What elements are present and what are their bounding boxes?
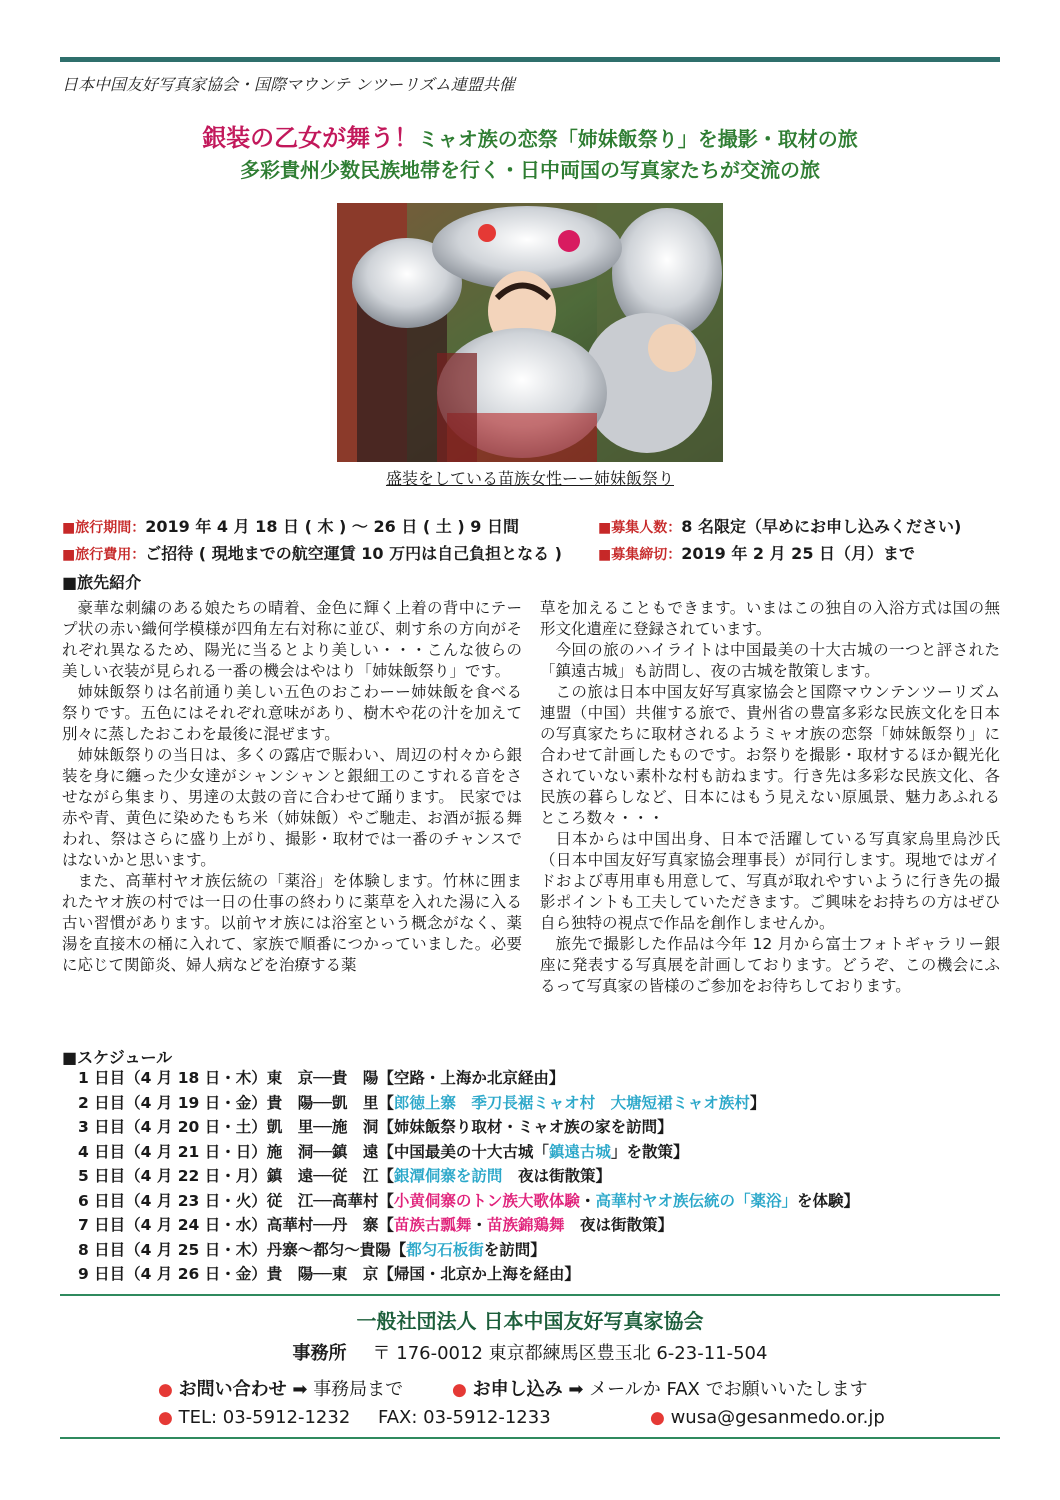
schedule-note-tail: 】 xyxy=(657,1118,673,1136)
schedule-note: 【姉妹飯祭り取材・ミャオ族の家を訪問 xyxy=(378,1118,658,1136)
schedule-day: 3 日目（4 月 20 日・土） xyxy=(78,1118,267,1136)
schedule-row xyxy=(78,1140,859,1165)
schedule-note-tail: 】 xyxy=(548,1069,565,1087)
inquiry-label: お問い合わせ xyxy=(178,1379,287,1400)
intro-paragraph: また、高華村ヤオ族伝統の「薬浴」を体験します。竹林に囲まれたヤオ族の村では一日の仕事の終わりに薬草を入れた湯に入る古い習慣があります。以前ヤオ族には浴室という概念がなく、薬湯を直接木の桶に入れて、家族で順番につかっていました。必要に応じて関節炎、婦人病などを治療する薬 xyxy=(62,872,522,974)
schedule-highlight: 鎮遠古城 xyxy=(548,1142,611,1161)
deadline-value: 2019 年 2 月 25 日（月）まで xyxy=(681,544,916,563)
schedule-route: 鎮 遠──従 江 xyxy=(266,1167,379,1185)
schedule-route: 貴 陽──東 京 xyxy=(266,1265,379,1283)
schedule-highlight: 苗族錦鶏舞 xyxy=(486,1216,565,1234)
travel-period xyxy=(62,514,519,537)
schedule-note: 【 xyxy=(378,1216,394,1234)
schedule-route: 貴 陽──凱 里 xyxy=(266,1093,379,1112)
schedule-row xyxy=(78,1115,859,1140)
cost-label: ■旅行費用： xyxy=(62,547,146,563)
schedule-route: 施 洞──鎮 遠 xyxy=(266,1142,379,1161)
schedule-row xyxy=(78,1091,859,1116)
capacity xyxy=(598,514,961,537)
schedule-note: 【帰国・北京か上海を経由 xyxy=(378,1265,565,1283)
inquiry-text: 事務局まで xyxy=(313,1379,404,1400)
title-main: 銀装の乙女が舞う！ xyxy=(202,123,419,152)
schedule-note-tail: を体験】 xyxy=(796,1191,859,1210)
schedule-route: 凱 里──施 洞 xyxy=(266,1118,379,1136)
schedule-route: 東 京──貴 陽 xyxy=(266,1069,379,1087)
schedule-note-mid: ・ xyxy=(471,1216,487,1234)
schedule-row xyxy=(78,1262,859,1287)
schedule-note: 【 xyxy=(378,1191,394,1210)
schedule-note-tail: 夜は街散策】 xyxy=(564,1216,673,1234)
apply-label: お申し込み xyxy=(472,1379,563,1400)
schedule-note: 【 xyxy=(390,1240,407,1259)
cost-value: ご招待 ( 現地までの航空運賃 10 万円は自己負担となる ) xyxy=(145,544,562,563)
organizers-line: 日本中国友好写真家協会・国際マウンテ ンツーリズム連盟共催 xyxy=(62,75,515,94)
schedule-highlight: 銀潭侗寨を訪問 xyxy=(393,1167,503,1185)
schedule-highlight: 郎徳上寨 季刀長裾ミャオ村 大塘短裙ミャオ族村 xyxy=(393,1093,750,1112)
period-value: 2019 年 4 月 18 日 ( 木 ) 〜 26 日 ( 土 ) 9 日間 xyxy=(145,517,519,536)
footer-top-rule xyxy=(60,1294,1000,1296)
schedule-route: 従 江──高華村 xyxy=(266,1191,379,1210)
apply-text: メールか FAX でお願いいたします xyxy=(589,1379,868,1400)
schedule-highlight: 都匀石板街 xyxy=(406,1240,484,1259)
travel-cost xyxy=(62,541,562,564)
festival-photo xyxy=(337,203,723,462)
contact-line xyxy=(158,1407,551,1428)
intro-paragraph: この旅は日本中国友好写真家協会と国際マウンテンツーリズム連盟（中国）共催する旅で、貴州省の豊富多彩な民族文化を日本の写真家たちに取材されるようミャオ族の恋祭「姉妹飯祭り」に合わせて計画したものです。お祭りを撮影・取材するほか観光化されていない素朴な村も訪ねます。行き先は多彩な民族文化、各民族の暮らしなど、日本にはもう見えない原風景、魅力あふれるところ数々・・・ xyxy=(540,683,1000,827)
title-sub: ミャオ族の恋祭「姉妹飯祭り」を撮影・取材の旅 xyxy=(418,127,858,151)
schedule-route: 高華村──丹 寨 xyxy=(266,1216,379,1234)
bullet-icon: ● xyxy=(158,1408,173,1428)
subtitle: 多彩貴州少数民族地帯を行く・日中両国の写真家たちが交流の旅 xyxy=(240,158,820,182)
capacity-label: ■募集人数： xyxy=(598,520,682,536)
schedule-row xyxy=(78,1164,859,1189)
apply-line xyxy=(452,1375,868,1401)
schedule-route: 丹寨〜都匀〜貴陽 xyxy=(266,1240,391,1259)
schedule-row xyxy=(78,1066,859,1091)
bullet-icon: ● xyxy=(452,1380,467,1400)
office-address: 〒 176-0012 東京都練馬区豊玉北 6-23-11-504 xyxy=(372,1343,768,1364)
top-rule xyxy=(60,57,1000,62)
schedule-day: 7 日目（4 月 24 日・水） xyxy=(78,1216,267,1234)
footer-address-line xyxy=(0,1339,1060,1365)
schedule-note: 【 xyxy=(378,1167,394,1185)
arrow-icon: ➡ xyxy=(568,1379,584,1400)
schedule-day: 9 日目（4 月 26 日・金） xyxy=(78,1265,267,1283)
schedule-heading-text: ■スケジュール xyxy=(62,1048,173,1067)
tel-number[interactable]: TEL: 03-5912-1232 xyxy=(178,1407,351,1428)
photo-caption: 盛装をしている苗族女性ーー姉妹飯祭り xyxy=(385,469,674,488)
schedule-day: 4 日目（4 月 21 日・日） xyxy=(78,1142,267,1161)
period-label: ■旅行期間： xyxy=(62,520,146,536)
schedule-note: 【空路・上海か北京経由 xyxy=(378,1069,549,1087)
schedule-note: 【中国最美の十大古城「 xyxy=(378,1142,549,1161)
schedule-row xyxy=(78,1238,859,1263)
fax-number: FAX: 03-5912-1233 xyxy=(378,1407,551,1428)
schedule-highlight: 小黄侗寨のトン族大歌体験 xyxy=(393,1191,580,1210)
intro-paragraph: 日本からは中国出身、日本で活躍している写真家烏里烏沙氏（日本中国友好写真家協会理事長）が同行します。現地ではガイドおよび専用車も用意して、写真が取れやすいように行き先の撮影ポイントも工夫していただきます。ご興味をお持ちの方はぜひ自ら独特の視点で作品を創作しませんか。 xyxy=(540,830,1000,932)
intro-heading-text: ■旅先紹介 xyxy=(62,573,142,592)
intro-paragraph: 今回の旅のハイライトは中国最美の十大古城の一つと評された「鎮遠古城」も訪問し、夜の古城を散策します。 xyxy=(540,641,1000,680)
schedule-note-tail: 】 xyxy=(749,1093,766,1112)
schedule-list xyxy=(78,1066,859,1287)
schedule-row xyxy=(78,1213,859,1238)
intro-paragraph: 姉妹飯祭りは名前通り美しい五色のおこわーー姉妹飯を食べる祭りです。五色にはそれぞれ意味があり、樹木や花の汁を加えて別々に蒸したおこわを最後に混ぜます。 xyxy=(62,683,522,743)
intro-paragraph: 姉妹飯祭りの当日は、多くの露店で賑わい、周辺の村々から銀装を身に纏った少女達がシャンシャンと銀細工のこすれる音をさせながら集まり、男達の太鼓の音に合わせて踊ります。 民家では赤や青、黄色に染めたもち米（姉妹飯）やご馳走、お酒が振る舞われ、祭はさらに盛り上がり、撮影・取材では一番のチャンスではないかと思います。 xyxy=(62,746,522,869)
schedule-row xyxy=(78,1189,859,1214)
arrow-icon: ➡ xyxy=(292,1379,308,1400)
intro-paragraph: 旅先で撮影した作品は今年 12 月から富士フォトギャラリー銀座に発表する写真展を計画しております。どうぞ、この機会にふるって写真家の皆様のご参加をお待ちしております。 xyxy=(540,935,1000,995)
intro-paragraph: 豪華な刺繍のある娘たちの晴着、金色に輝く上着の背中にテープ状の赤い織何学模様が四角左右対称に並び、刺す糸の方向がそれぞれ異なるため、陽光に当るとより美しい・・・こんな彼らの美しい衣装が見られる一番の機会はやはり「姉妹飯祭り」です。 xyxy=(62,599,522,680)
bullet-icon: ● xyxy=(650,1408,665,1428)
schedule-note-mid: ・ xyxy=(579,1191,596,1210)
schedule-day: 1 日目（4 月 18 日・木） xyxy=(78,1069,267,1087)
schedule-day: 8 日目（4 月 25 日・木） xyxy=(78,1240,267,1259)
inquiry-line xyxy=(158,1375,403,1401)
office-label: 事務所 xyxy=(292,1343,347,1364)
intro-right-column xyxy=(540,598,1000,997)
bullet-icon: ● xyxy=(158,1380,173,1400)
deadline-label: ■募集締切： xyxy=(598,547,682,563)
deadline xyxy=(598,541,915,564)
schedule-note: 【 xyxy=(378,1093,394,1112)
schedule-note-tail: を訪問】 xyxy=(483,1240,546,1259)
schedule-day: 5 日目（4 月 22 日・月） xyxy=(78,1167,267,1185)
footer-org-name: 一般社団法人 日本中国友好写真家協会 xyxy=(356,1309,704,1333)
intro-paragraph: 草を加えることもできます。いまはこの独自の入浴方式は国の無形文化遺産に登録されています。 xyxy=(540,599,1000,638)
schedule-note-tail: 」を散策】 xyxy=(610,1142,689,1161)
schedule-heading xyxy=(62,1045,172,1068)
schedule-day: 6 日目（4 月 23 日・火） xyxy=(78,1191,267,1210)
schedule-highlight: 苗族古瓢舞 xyxy=(393,1216,472,1234)
capacity-value: 8 名限定（早めにお申し込みください) xyxy=(681,517,962,536)
schedule-note-tail: 夜は街散策】 xyxy=(502,1167,611,1185)
intro-left-column xyxy=(62,598,522,976)
main-title xyxy=(0,118,1060,153)
email-link[interactable]: wusa@gesanmedo.or.jp xyxy=(670,1407,885,1428)
footer-bottom-rule xyxy=(60,1437,1000,1439)
intro-heading xyxy=(62,570,141,593)
schedule-day: 2 日目（4 月 19 日・金） xyxy=(78,1093,267,1112)
schedule-note-tail: 】 xyxy=(564,1265,580,1283)
schedule-highlight: 高華村ヤオ族伝統の「薬浴」 xyxy=(595,1191,797,1210)
email-line xyxy=(650,1407,885,1428)
